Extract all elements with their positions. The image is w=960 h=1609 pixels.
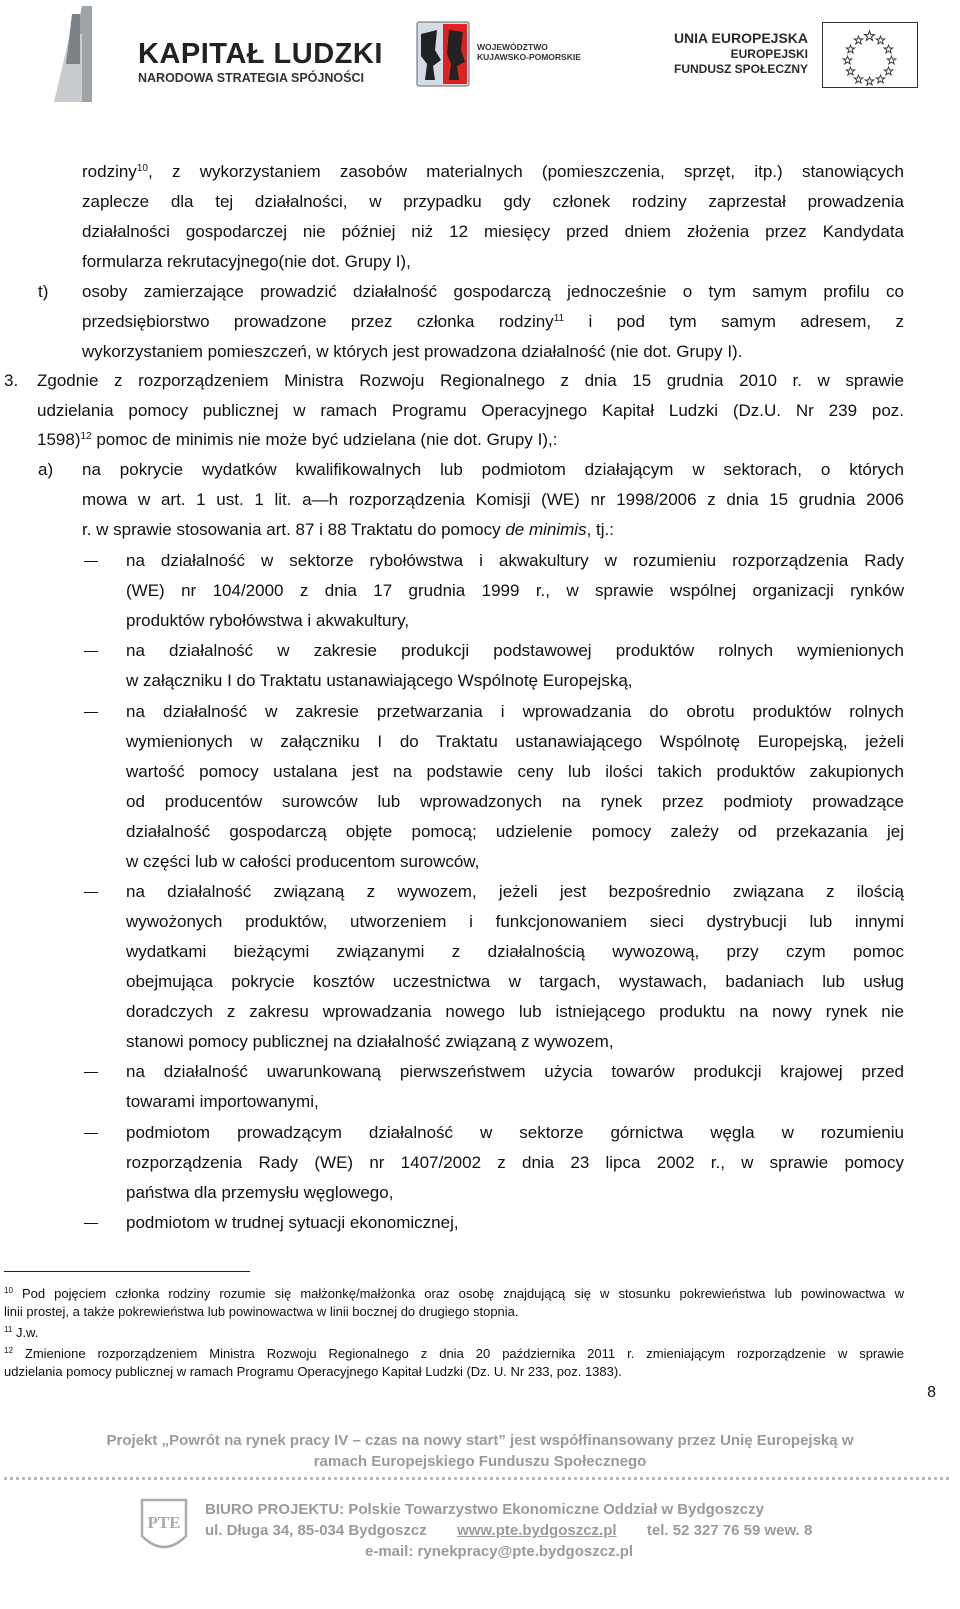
b4-line2: wywożonych produktów, utworzeniem i funkcjonowaniem sieci dystrybucji lub innymi — [126, 912, 904, 931]
section-number-3: 3. — [4, 371, 19, 390]
footnote-11 — [4, 1324, 38, 1342]
b5-line2: towarami importowanymi, — [126, 1092, 319, 1111]
s3-line3 — [37, 430, 557, 450]
dash-bullet — [84, 1072, 98, 1073]
project-line1: Projekt „Powrót na rynek pracy IV – czas na nowy start” jest współfinansowany przez Unię Europejską w — [106, 1432, 854, 1449]
phone: tel. 52 327 76 59 wew. 8 — [646, 1522, 813, 1539]
text: , tj.: — [586, 520, 614, 539]
b3-line6: w części lub w całości producentom surowców, — [126, 852, 480, 871]
a-line1: na pokrycie wydatków kwalifikowalnych lub podmiotom działającym w sektorach, o których — [82, 460, 904, 479]
s3-line2: udzielania pomocy publicznej w ramach Programu Operacyjnego Kapitał Ludzki (Dz.U. Nr 239 poz. — [37, 401, 904, 420]
p1-line4: formularza rekrutacyjnego(nie dot. Grupy I), — [82, 252, 411, 271]
b6-line3: państwa dla przemysłu węglowego, — [126, 1183, 394, 1202]
dash-bullet — [84, 1223, 98, 1224]
wojewodztwo-line1: WOJEWÓDZTWO — [477, 42, 548, 52]
kapital-ludzki-title: KAPITAŁ LUDZKI — [138, 38, 383, 70]
text: linii prostej, a także pokrewieństwa lub powinowactwa w linii bocznej do drugiego stopnia. — [4, 1304, 519, 1319]
text: udzielania pomocy publicznej w ramach Programu Operacyjnego Kapitał Ludzki (Dz. U. Nr 233, poz. 1383). — [4, 1364, 622, 1379]
text: 1598) — [37, 430, 81, 449]
unia-europejska-logo — [618, 22, 918, 92]
dash-bullet — [84, 561, 98, 562]
page-header — [0, 0, 960, 120]
p1-line2: zaplecze dla tej działalności, w przypadku gdy członek rodziny zaprzestał prowadzenia — [82, 192, 904, 211]
b5-line1: na działalność uwarunkowaną pierwszeństwem użycia towarów produkcji krajowej przed — [126, 1062, 904, 1081]
text: przedsiębiorstwo prowadzone przez członka rodziny — [82, 312, 554, 331]
b3-line1: na działalność w zakresie przetwarzania i wprowadzania do obrotu produktów rolnych — [126, 702, 904, 721]
biuro-line2 — [205, 1521, 812, 1541]
footnote-ref: 10 — [136, 163, 148, 174]
footnote-12 — [4, 1345, 904, 1381]
b4-line5: doradczych z zakresu wprowadzania nowego lub istniejącego produktu na nowy rynek nie — [126, 1002, 904, 1021]
t-line3: wykorzystaniem pomieszczeń, w których jest prowadzona działalność (nie dot. Grupy I). — [82, 342, 743, 361]
footnote-number: 12 — [4, 1346, 13, 1355]
biuro-line3[interactable]: e-mail: rynekpracy@pte.bydgoszcz.pl — [365, 1543, 634, 1560]
ue-line3: FUNDUSZ SPOŁECZNY — [673, 62, 808, 76]
b1-line3: produktów rybołówstwa i akwakultury, — [126, 611, 410, 630]
biuro-line1: BIURO PROJEKTU: Polskie Towarzystwo Ekonomiczne Oddział w Bydgoszczy — [205, 1501, 764, 1518]
dash-bullet — [84, 1133, 98, 1134]
kapital-ludzki-logo — [52, 4, 383, 109]
text: Zmienione rozporządzeniem Ministra Rozwoju Regionalnego z dnia 20 października 2011 r. zmieniającym rozporządzenie w sprawie — [24, 1346, 904, 1361]
ue-line2: EUROPEJSKI — [730, 47, 808, 61]
page-number: 8 — [927, 1384, 936, 1401]
text: , z wykorzystaniem zasobów materialnych (pomieszczenia, sprzęt, itp.) stanowiących — [147, 162, 904, 181]
dash-bullet — [84, 651, 98, 652]
b2-line1: na działalność w zakresie produkcji podstawowej produktów rolnych wymienionych — [126, 641, 904, 660]
text: i pod tym samym adresem, z — [564, 312, 904, 331]
ue-line1: UNIA EUROPEJSKA — [673, 30, 808, 46]
t-line1: osoby zamierzające prowadzić działalność gospodarczą jednocześnie o tym samym profilu co — [82, 282, 904, 301]
p1-line3: działalności gospodarczej nie później niż 12 miesięcy przed dniem złożenia przez Kandydata — [82, 222, 904, 241]
ue-text — [674, 30, 808, 77]
a-line2: mowa w art. 1 ust. 1 lit. a—h rozporządzenia Komisji (WE) nr 1998/2006 z dnia 15 grudnia 2006 — [82, 490, 904, 509]
pte-logo — [138, 1496, 190, 1560]
footnote-separator — [4, 1271, 250, 1272]
text: Pod pojęciem członka rodziny rozumie się małżonkę/małżonka oraz osobę znajdującą się w stosunku pokrewieństwa lub powinowactwa w — [21, 1286, 904, 1301]
s3-line1: Zgodnie z rozporządzeniem Ministra Rozwoju Regionalnego z dnia 15 grudnia 2010 r. w sprawie — [37, 371, 904, 390]
project-line2: ramach Europejskiego Funduszu Społecznego — [313, 1453, 647, 1470]
text: rodziny — [82, 162, 137, 181]
b2-line2: w załączniku I do Traktatu ustanawiającego Wspólnotę Europejską, — [126, 671, 633, 690]
dash-bullet — [84, 892, 98, 893]
text-italic: de minimis — [505, 520, 587, 539]
dash-bullet — [84, 712, 98, 713]
a-line3 — [82, 520, 614, 540]
b7-line1: podmiotom w trudnej sytuacji ekonomicznej, — [126, 1213, 459, 1232]
text: pomoc de minimis nie może być udzielana (nie dot. Grupy I),: — [91, 430, 558, 449]
b4-line4: obejmująca pokrycie kosztów uczestnictwa w targach, wystawach, badaniach lub usług — [126, 972, 904, 991]
b4-line1: na działalność związaną z wywozem, jeżeli jest bezpośrednio związana z ilością — [126, 882, 904, 901]
list-label-t: t) — [38, 282, 49, 301]
footnote-ref: 11 — [553, 313, 565, 324]
b3-line4: od producentów surowców lub wprowadzonych na rynek przez podmioty prowadzące — [126, 792, 904, 811]
website-link[interactable]: www.pte.bydgoszcz.pl — [457, 1522, 617, 1539]
text: J.w. — [15, 1325, 39, 1340]
b6-line2: rozporządzenia Rady (WE) nr 1407/2002 z dnia 23 lipca 2002 r., w sprawie pomocy — [126, 1153, 904, 1172]
wojewodztwo-line2: KUJAWSKO-POMORSKIE — [477, 52, 581, 62]
wojewodztwo-logo — [415, 20, 595, 95]
kapital-ludzki-emblem-icon — [52, 4, 92, 104]
b1-line1: na działalność w sektorze rybołówstwa i akwakultury w rozumieniu rozporządzenia Rady — [126, 551, 904, 570]
address: ul. Długa 34, 85-034 Bydgoszcz — [205, 1522, 427, 1539]
b4-line3: wydatkami bieżącymi związanymi z działalnością wywozową, przy czym pomoc — [126, 942, 904, 961]
kapital-ludzki-subtitle: NARODOWA STRATEGIA SPÓJNOŚCI — [138, 71, 364, 85]
b4-line6: stanowi pomocy publicznej na działalność związaną z wywozem, — [126, 1032, 614, 1051]
b3-line2: wymienionych w załączniku I do Traktatu ustanawiającego Wspólnotę Europejską, jeżeli — [126, 732, 904, 751]
coat-of-arms-icon — [415, 20, 471, 90]
eu-flag-icon — [822, 22, 918, 88]
b3-line3: wartość pomocy ustalana jest na podstawie ceny lub ilości takich produktów zakupionych — [126, 762, 904, 781]
pte-logo-text: PTE — [147, 1513, 181, 1532]
footer-divider — [4, 1477, 949, 1480]
footnote-number: 11 — [4, 1325, 13, 1334]
list-label-a: a) — [38, 460, 54, 479]
footnote-ref: 12 — [80, 431, 92, 442]
b1-line2: (WE) nr 104/2000 z dnia 17 grudnia 1999 r., w sprawie wspólnej organizacji rynków — [126, 581, 904, 600]
pte-emblem-icon — [138, 1496, 190, 1560]
footnote-10 — [4, 1285, 904, 1321]
footnote-number: 10 — [4, 1286, 13, 1295]
t-line2 — [82, 312, 904, 332]
b6-line1: podmiotom prowadzącym działalność w sektorze górnictwa węgla w rozumieniu — [126, 1123, 904, 1142]
wojewodztwo-text — [477, 42, 581, 62]
text: r. w sprawie stosowania art. 87 i 88 Traktatu do pomocy — [82, 520, 506, 539]
b3-line5: działalność gospodarczą objęte pomocą; udzielenie pomocy zależy od przekazania jej — [126, 822, 904, 841]
p1-line1 — [82, 162, 904, 182]
